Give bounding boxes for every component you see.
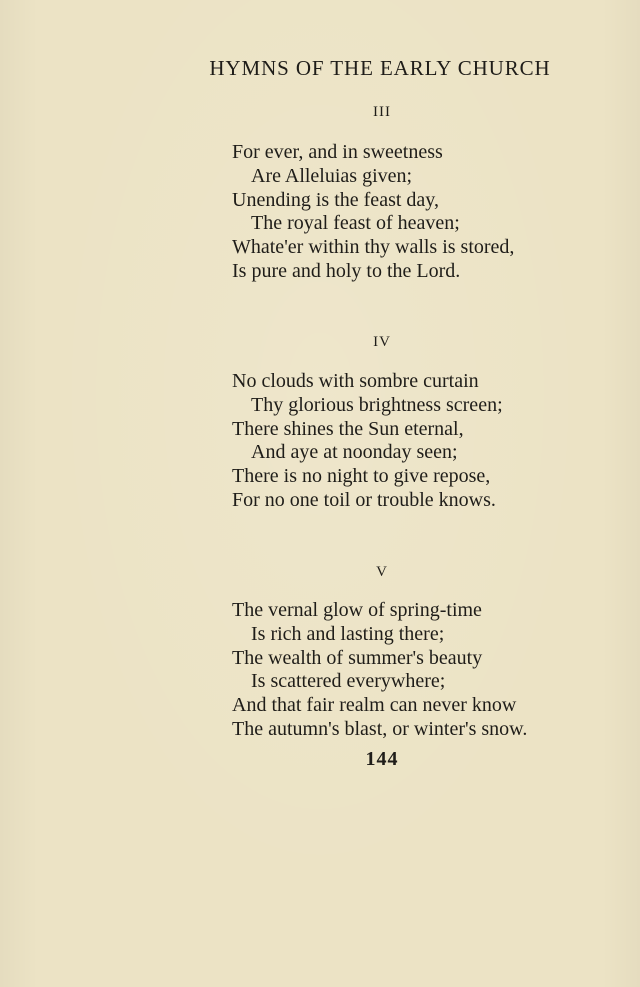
stanza-iv [232, 370, 592, 513]
verse-line: Unending is the feast day, [232, 188, 439, 211]
stanza-number-iv: IV [373, 334, 391, 350]
verse-line: Is pure and holy to the Lord. [232, 259, 461, 282]
verse-line: There is no night to give repose, [232, 465, 491, 488]
verse-line: The autumn's blast, or winter's snow. [232, 717, 528, 740]
verse-line: There shines the Sun eternal, [232, 417, 464, 440]
stanza-number-iii: III [373, 104, 391, 120]
verse-line: Thy glorious brightness screen; [251, 393, 503, 416]
verse-line: And aye at noonday seen; [251, 441, 458, 464]
verse-line: For no one toil or trouble knows. [232, 488, 496, 511]
stanza-v [232, 599, 592, 742]
verse-line: Whate'er within thy walls is stored, [232, 236, 515, 259]
verse-line: The wealth of summer's beauty [232, 646, 483, 669]
stanza-iii [232, 141, 592, 284]
verse-line: For ever, and in sweetness [232, 141, 443, 163]
verse-line: Are Alleluias given; [251, 164, 413, 187]
verse-line: And that fair realm can never know [232, 694, 517, 717]
verse-line: No clouds with sombre curtain [232, 370, 479, 392]
verse-line: The royal feast of heaven; [251, 212, 460, 235]
running-head: HYMNS OF THE EARLY CHURCH [209, 56, 551, 80]
verse-line: The vernal glow of spring-time [232, 599, 482, 621]
verse-line: Is scattered everywhere; [251, 670, 446, 693]
page-number: 144 [365, 748, 399, 770]
stanza-number-v: V [376, 564, 388, 580]
verse-line: Is rich and lasting there; [251, 622, 445, 645]
